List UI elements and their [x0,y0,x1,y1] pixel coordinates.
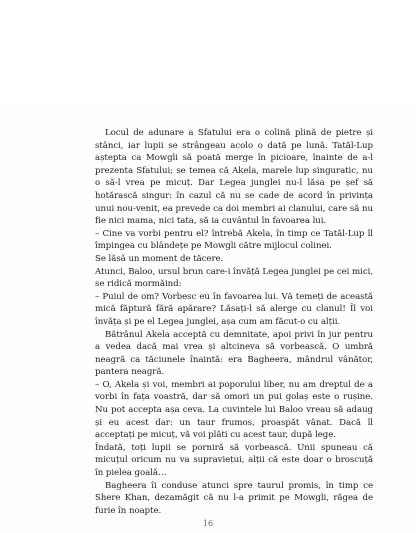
body-text [95,127,373,517]
paragraph-shere-khan: Bagheera îi conduse atunci spre taurul promis, în timp ce Shere Khan, dezamăgit că nu l-a primit pe Mowgli, răgea de furie în noapte. [95,480,373,516]
paragraph-silence: Se lăsă un moment de tăcere. [95,253,224,264]
paragraph-council: Locul de adunare a Sfatului era o colină plină de pietre și stânci, iar lupii se strângeau acolo o dată pe lună. Tatăl-Lup aștepta ca Mowgli să poată merge în picioare, înainte de a-l prezenta Sfatului; se temea că Akela, marele lup singuratic, nu o să-l vrea pe micuț. Dar Legea junglei nu-l lăsa pe șef să hotărască singur: în cazul că nu se cade de acord în privința unui nou-venit, ea prevede ca doi membri ai clanului, care să nu fie nici mama, nici tata, să ia cuvântul în favoarea lui. [95,128,373,227]
paragraph-bagheera-speech: – O, Akela și voi, membri ai poporului liber, nu am dreptul de a vorbi în fața voastră, dar să omori un pui golaș este o rușine. Nu pot accepta așa ceva. La cuvintele lui Baloo vreau să adaug și eu acest dar: un taur frumos, proaspăt vânat. Dacă îl acceptați pe micuț, vă voi plăti cu acest taur, după lege. [95,379,373,441]
paragraph-wolves-talk: Îndată, toți lupii se porniră să vorbească. Unii spuneau că micuțul oricum nu va supraviețui, alții că este doar o broscuță în pielea goală… [95,442,373,479]
paragraph-akela-question: – Cine va vorbi pentru el? întrebă Akela, în timp ce Tatăl-Lup îl împingea cu blândețe pe Mowgli către mijlocul colinei. [95,228,373,252]
page-number: 16 [202,519,214,528]
paragraph-baloo-rises: Atunci, Baloo, ursul brun care-i învăță Legea junglei pe cei mici, se ridică mormăind: [95,266,373,290]
paragraph-akela-accepts: Bătrânul Akela acceptă cu demnitate, apoi privi în jur pentru a vedea dacă mai vrea și altcineva să vorbească. O umbră neagră ca tăciunele înaintă: era Bagheera, mândrul vânător, pantera neagră. [95,329,373,378]
paragraph-baloo-speech: – Puiul de om? Vorbesc eu în favoarea lui. Vă temeți de această mică făptură fără apărare? Lăsați-l să alerge cu clanul! Îl voi învăța și pe el Legea junglei, așa cum am făcut-o cu alții. [95,291,373,327]
